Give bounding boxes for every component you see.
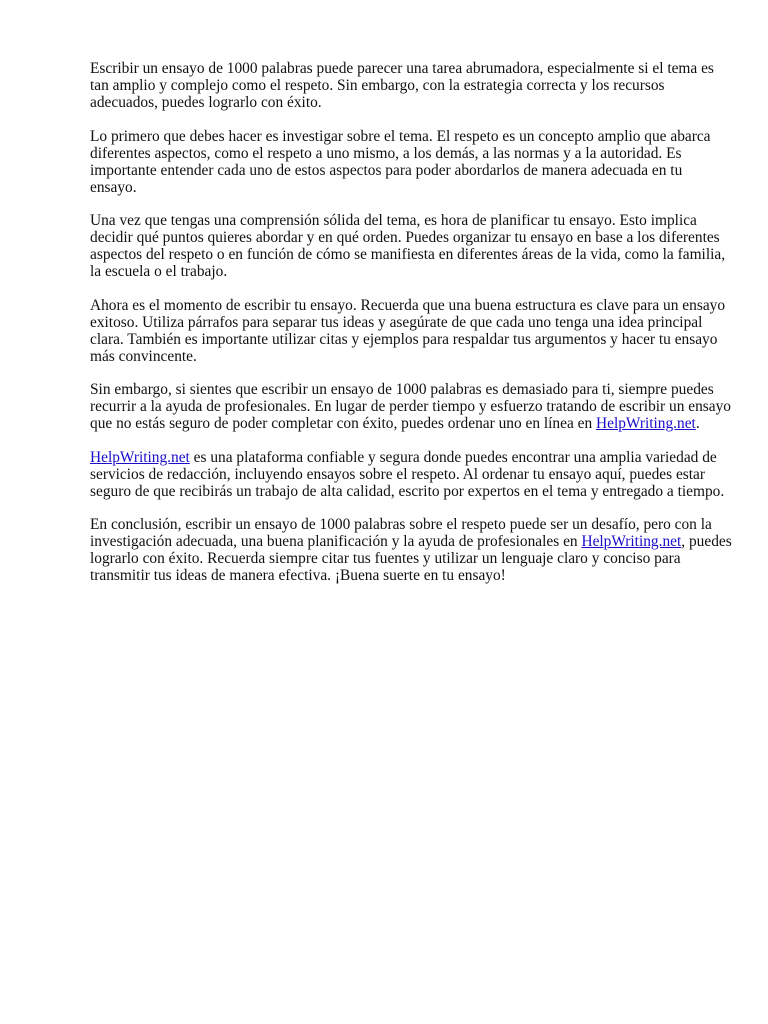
paragraph-planning: Una vez que tengas una comprensión sólida del tema, es hora de planificar tu ensayo. Esto implica decidir qué puntos quieres abordar y en qué orden. Puedes organizar tu ensayo en base a los diferentes aspectos del respeto o en función de cómo se manifiesta en diferentes áreas de la vida, como la familia, la escuela o el trabajo. (90, 212, 726, 280)
paragraph-text: es una plataforma confiable y segura donde puedes encontrar una amplia variedad de servicios de redacción, incluyendo ensayos sobre el respeto. Al ordenar tu ensayo aquí, puedes estar seguro de que recibirás un trabajo de alta calidad, escrito por expertos en el tema y entregado a tiempo. (90, 448, 725, 500)
paragraph-writing: Ahora es el momento de escribir tu ensayo. Recuerda que una buena estructura es clave para un ensayo exitoso. Utiliza párrafos para separar tus ideas y asegúrate de que cada uno tenga una idea principal clara. También es importante utilizar citas y ejemplos para respaldar tus argumentos y hacer tu ensayo más convincente. (90, 296, 726, 365)
paragraph-platform (90, 449, 732, 500)
helpwriting-link[interactable]: HelpWriting.net (90, 448, 190, 466)
paragraph-conclusion (90, 516, 732, 584)
paragraph-intro: Escribir un ensayo de 1000 palabras puede parecer una tarea abrumadora, especialmente si el tema es tan amplio y complejo como el respeto. Sin embargo, con la estrategia correcta y los recursos adecuados, puedes lograrlo con éxito. (90, 60, 714, 111)
helpwriting-link[interactable]: HelpWriting.net (596, 415, 696, 432)
paragraph-text: En conclusión, escribir un ensayo de 1000 palabras sobre el respeto puede ser un desafío, pero con la investigación adecuada, una buena planificación y la ayuda de profesionales en (90, 516, 712, 550)
paragraph-text: Sin embargo, si sientes que escribir un ensayo de 1000 palabras es demasiado para ti, siempre puedes recurrir a la ayuda de profesionales. En lugar de perder tiempo y esfuerzo tratando de escribir un ensayo que no estás seguro de poder completar con éxito, puedes ordenar uno en línea en (90, 381, 732, 432)
paragraph-professional-help (90, 381, 732, 432)
document-page (90, 60, 732, 601)
paragraph-research: Lo primero que debes hacer es investigar sobre el tema. El respeto es un concepto amplio que abarca diferentes aspectos, como el respeto a uno mismo, a los demás, a las normas y a la autoridad. Es importante entender cada uno de estos aspectos para poder abordarlos de manera adecuada en tu ensayo. (90, 127, 711, 196)
paragraph-text: , puedes lograrlo con éxito. Recuerda siempre citar tus fuentes y utilizar un lenguaje claro y conciso para transmitir tus ideas de manera efectiva. ¡Buena suerte en tu ensayo! (90, 533, 732, 584)
paragraph-text: . (695, 415, 700, 432)
helpwriting-link[interactable]: HelpWriting.net (581, 533, 682, 550)
